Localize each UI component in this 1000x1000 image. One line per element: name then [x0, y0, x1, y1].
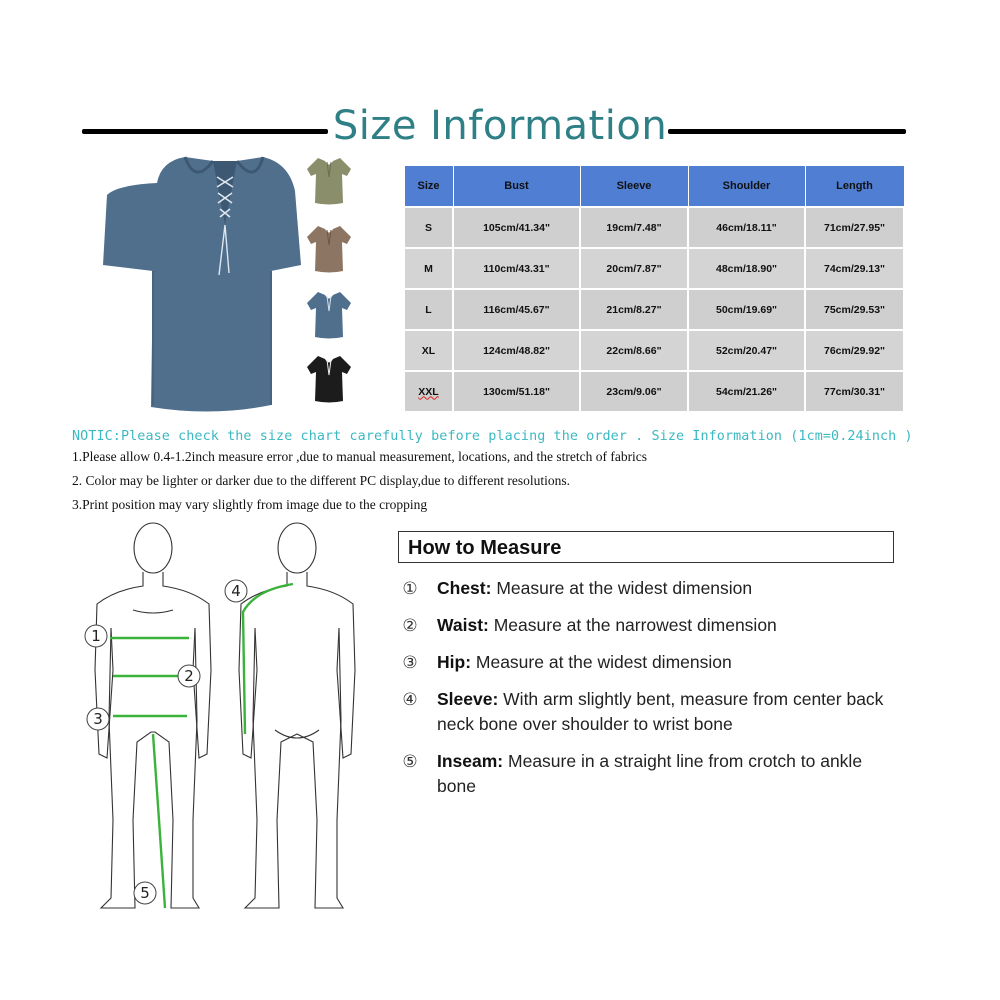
measure-markers [85, 580, 247, 904]
size-cell: L [404, 289, 453, 330]
marker-4: 4 [231, 582, 241, 600]
step-text: Measure at the widest dimension [491, 578, 753, 598]
note-2: 2. Color may be lighter or darker due to the different PC display,due to different resolutions. [72, 473, 571, 488]
shirt-variant-brown [307, 226, 351, 273]
shirt-variant-blue [307, 292, 351, 339]
size-cell [404, 371, 453, 412]
step-text: Measure in a straight line from crotch to ankle bone [437, 751, 863, 796]
table-row [404, 289, 904, 330]
size-table [403, 165, 905, 413]
title-rule-right [668, 129, 906, 134]
marker-3: 3 [93, 710, 103, 728]
marker-1: 1 [91, 627, 101, 645]
col-sleeve-header: Sleeve [580, 166, 688, 208]
col-shoulder-header: Shoulder [688, 166, 805, 208]
shoulder-cell: 46cm/18.11" [688, 207, 805, 248]
table-row [404, 371, 904, 412]
shoulder-cell: 48cm/18.90" [688, 248, 805, 289]
measurement-figures [75, 520, 375, 940]
length-cell: 74cm/29.13" [805, 248, 904, 289]
step-number: ③ [402, 653, 418, 672]
step-label: Hip: [437, 652, 472, 672]
product-images [95, 155, 360, 420]
sleeve-cell: 19cm/7.48" [580, 207, 688, 248]
table-row [404, 207, 904, 248]
size-cell: M [404, 248, 453, 289]
marker-2: 2 [184, 667, 194, 685]
bust-cell: 116cm/45.67" [453, 289, 580, 330]
shoulder-cell: 50cm/19.69" [688, 289, 805, 330]
how-to-measure-title: How to Measure [408, 537, 562, 559]
sleeve-cell: 20cm/7.87" [580, 248, 688, 289]
size-cell: XL [404, 330, 453, 371]
step-text: With arm slightly bent, measure from center back neck bone over shoulder to wrist bone [437, 689, 884, 734]
notic-text: NOTIC:Please check the size chart carefully before placing the order . Size Information (1cm=0.24inch ) [72, 429, 913, 444]
length-cell: 75cm/29.53" [805, 289, 904, 330]
shoulder-cell: 52cm/20.47" [688, 330, 805, 371]
step-text: Measure at the widest dimension [471, 652, 732, 672]
step-number: ⑤ [402, 752, 418, 771]
length-cell: 71cm/27.95" [805, 207, 904, 248]
col-length-header: Length [805, 166, 904, 208]
marker-5: 5 [140, 884, 150, 902]
step-label: Chest: [437, 578, 492, 598]
sleeve-cell: 21cm/8.27" [580, 289, 688, 330]
step-number: ④ [402, 690, 418, 709]
main-shirt-image [103, 157, 301, 412]
title-rule-left [82, 129, 328, 134]
step-label: Waist: [437, 615, 489, 635]
note-3: 3.Print position may vary slightly from image due to the cropping [72, 497, 428, 512]
step-label: Sleeve: [437, 689, 499, 709]
table-row [404, 248, 904, 289]
page-title: Size Information [332, 103, 668, 149]
sleeve-cell: 23cm/9.06" [580, 371, 688, 412]
step-number: ① [402, 579, 418, 598]
table-row [404, 330, 904, 371]
step-label: Inseam: [437, 751, 504, 771]
col-size-header: Size [404, 166, 453, 208]
shirt-variant-green [307, 158, 351, 205]
shoulder-cell: 54cm/21.26" [688, 371, 805, 412]
back-body-figure [239, 523, 355, 908]
length-cell: 76cm/29.92" [805, 330, 904, 371]
bust-cell: 130cm/51.18" [453, 371, 580, 412]
note-1: 1.Please allow 0.4-1.2inch measure error ,due to manual measurement, locations, and the stretch of fabrics [72, 449, 648, 464]
bust-cell: 110cm/43.31" [453, 248, 580, 289]
step-text: Measure at the narrowest dimension [488, 615, 777, 635]
size-xxl-label: XXL [418, 385, 439, 398]
bust-cell: 124cm/48.82" [453, 330, 580, 371]
size-table-header [404, 166, 904, 208]
step-number: ② [402, 616, 418, 635]
shirt-variant-black [307, 356, 351, 403]
length-cell: 77cm/30.31" [805, 371, 904, 412]
sleeve-cell: 22cm/8.66" [580, 330, 688, 371]
size-cell: S [404, 207, 453, 248]
bust-cell: 105cm/41.34" [453, 207, 580, 248]
measure-lines [110, 584, 293, 908]
col-bust-header: Bust [453, 166, 580, 208]
how-to-measure-header [398, 531, 894, 563]
